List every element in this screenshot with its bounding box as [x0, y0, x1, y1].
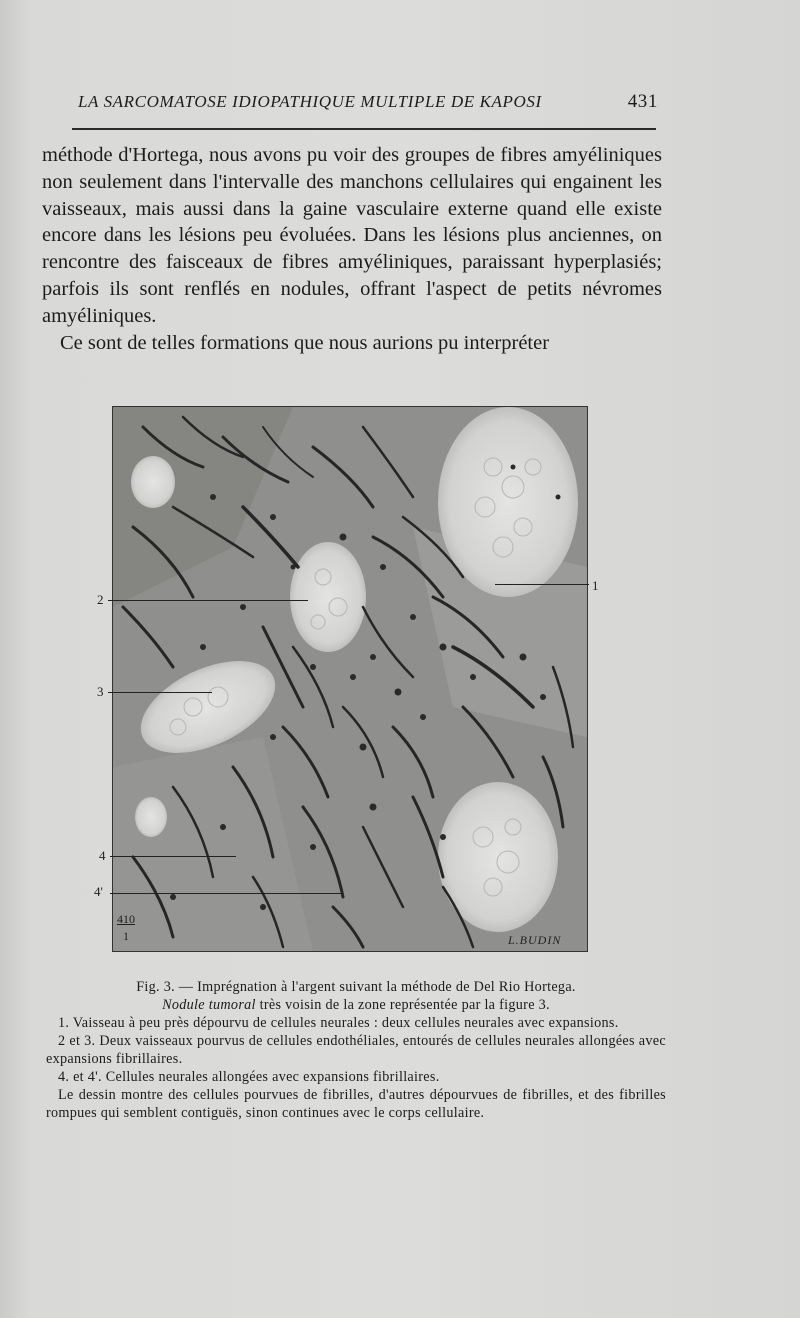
- vessel-small-lower: [135, 797, 167, 837]
- artist-signature: L.BUDIN: [508, 933, 562, 947]
- figure-label-2: 2: [97, 592, 104, 607]
- caption-item-2: 2 et 3. Deux vaisseaux pourvus de cellules endothéliales, entourés de cellules neurales allongées avec expansions fibrillaires.: [46, 1033, 666, 1067]
- leader-line-3: [108, 692, 212, 693]
- leader-line-4: [110, 856, 236, 857]
- vessel-small-upper: [131, 456, 175, 508]
- leader-line-4-prime: [110, 893, 342, 894]
- vessel-1: [438, 407, 578, 597]
- running-head-title: LA SARCOMATOSE IDIOPATHIQUE MULTIPLE DE KAPOSI: [78, 92, 542, 111]
- magnification-label: 410: [117, 912, 135, 926]
- figure-caption: [46, 978, 666, 1122]
- caption-title: Fig. 3. — Imprégnation à l'argent suivant la méthode de Del Rio Hortega.: [136, 979, 576, 995]
- caption-subtitle-italic: Nodule tumoral: [162, 997, 256, 1013]
- page-number: 431: [627, 91, 658, 112]
- caption-item-4: Le dessin montre des cellules pourvues de fibrilles, d'autres dépourvues de fibrilles, et des fibrilles rompues qui semblent contiguës, sinon continues avec le corps cellulaire.: [46, 1087, 666, 1121]
- caption-item-3: 4. et 4'. Cellules neurales allongées avec expansions fibrillaires.: [58, 1069, 440, 1085]
- paragraph-1: méthode d'Hortega, nous avons pu voir des groupes de fibres amyéliniques non seulement dans l'intervalle des manchons cellulaires qui engainent les vaisseaux, mais aussi dans la gaine vasculaire externe quand elle existe encore dans les lésions peu évoluées. Dans les lésions plus anciennes, on rencontre des faisceaux de fibres amyéliniques, paraissant hyperplasiés; parfois ils sont renflés en nodules, offrant l'aspect de petits névromes amyéliniques.: [42, 144, 662, 327]
- histology-figure: [112, 406, 588, 952]
- leader-line-1: [495, 584, 589, 585]
- figure-label-3: 3: [97, 684, 104, 699]
- body-text: [42, 142, 662, 356]
- paragraph-2: Ce sont de telles formations que nous aurions pu interpréter: [60, 331, 550, 354]
- caption-subtitle: [46, 996, 666, 1014]
- figure-label-4-prime: 4': [94, 884, 103, 899]
- leader-line-2: [108, 600, 308, 601]
- magnification-denominator: 1: [123, 929, 129, 943]
- vessel-2: [290, 542, 366, 652]
- figure-label-4: 4: [99, 848, 106, 863]
- histology-drawing: [113, 407, 587, 951]
- caption-item-1: 1. Vaisseau à peu près dépourvu de cellules neurales : deux cellules neurales avec expansions.: [58, 1015, 619, 1031]
- header-rule: [72, 128, 656, 130]
- caption-subtitle-rest: très voisin de la zone représentée par la figure 3.: [255, 997, 550, 1013]
- figure-label-1: 1: [592, 578, 599, 593]
- running-head: [78, 92, 658, 118]
